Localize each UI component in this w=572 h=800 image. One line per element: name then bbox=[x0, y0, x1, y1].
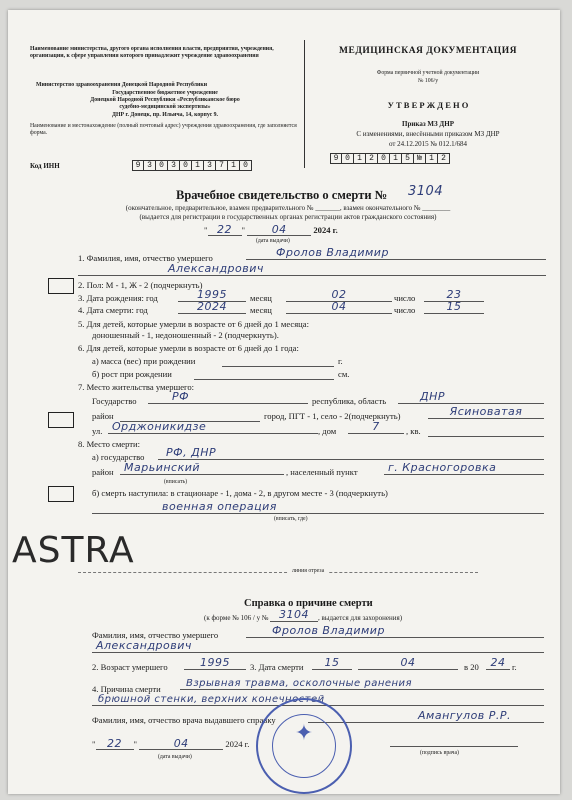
inn-digit-2: 0 bbox=[156, 160, 168, 171]
ministry-value: Министерство здравоохранения Донецкой Народной Республики bbox=[36, 82, 208, 88]
field-7-district-label: район bbox=[92, 411, 114, 421]
field-6-a-line bbox=[222, 366, 334, 367]
spravka-form-ref-end: , выдается для захоронения) bbox=[318, 614, 403, 622]
spravka-issue-month: 04 bbox=[139, 738, 223, 750]
field-3-month: 02 bbox=[286, 288, 392, 302]
spravka-name-value-1: Фролов Владимир bbox=[246, 624, 544, 638]
field-4-month: 04 bbox=[286, 300, 392, 314]
certificate-number: 3104 bbox=[408, 184, 444, 199]
field-6-a: а) масса (вес) при рождении bbox=[92, 356, 196, 366]
institution-value-4: ДНР г. Донецк, пр. Ильича, 14, корпус 9. bbox=[112, 112, 218, 118]
order-digit-2: 1 bbox=[354, 153, 366, 164]
field-4-label: 4. Дата смерти: год bbox=[78, 305, 148, 315]
inn-digit-1: 3 bbox=[144, 160, 156, 171]
field-3-day: 23 bbox=[424, 288, 484, 302]
field-6-b-line bbox=[194, 379, 334, 380]
spravka-death-day: 15 bbox=[312, 656, 352, 670]
inn-digit-8: 1 bbox=[228, 160, 240, 171]
field-3-day-label: число bbox=[394, 293, 416, 303]
death-certificate-document bbox=[8, 10, 560, 794]
inn-digit-5: 1 bbox=[192, 160, 204, 171]
spravka-age-value: 1995 bbox=[184, 656, 246, 670]
ministry-label: Наименование министерства, другого органа исполнения власти, предприятия, учреждения, организации, к сфере управления которого принадлежит учреждение здравоохранения bbox=[30, 46, 274, 59]
spravka-name-label: Фамилия, имя, отчество умершего bbox=[92, 630, 219, 640]
form-line-1: Форма первичной учетной документации bbox=[376, 70, 480, 76]
spravka-cause-1: Взрывная травма, осколочные ранения bbox=[180, 678, 544, 690]
certificate-title: Врачебное свидетельство о смерти № bbox=[176, 188, 388, 202]
order-digit-5: 1 bbox=[390, 153, 402, 164]
order-changes: С изменениями, внесёнными приказом МЗ ДНР bbox=[356, 130, 500, 138]
field-7-house: 7 bbox=[348, 420, 404, 434]
checkbox-residence[interactable] bbox=[48, 412, 74, 428]
field-7-city-label: город, ПГТ - 1, село - 2(подчеркнуть) bbox=[264, 411, 401, 421]
field-4-month-label: месяц bbox=[250, 305, 272, 315]
spravka-death-year-prefix: в 20 bbox=[464, 662, 479, 672]
field-6-b-unit: см. bbox=[338, 369, 350, 379]
order-cells bbox=[330, 153, 450, 164]
institution-label: Наименование и местонахождение (полный почтовый адрес) учреждения здравоохранения, где заполняется форма. bbox=[30, 123, 297, 136]
field-7-apt-label: , кв. bbox=[406, 426, 421, 436]
form-line-2: № 106/у bbox=[417, 78, 439, 84]
field-8-b-label: б) смерть наступила: в стационаре - 1, дома - 2, в другом месте - 3 (подчеркнуть) bbox=[92, 488, 388, 498]
spravka-number: 3104 bbox=[270, 608, 318, 622]
field-7-house-label: , дом bbox=[318, 426, 337, 436]
inn-digit-0: 9 bbox=[132, 160, 144, 171]
inn-digit-7: 7 bbox=[216, 160, 228, 171]
order-digit-1: 0 bbox=[342, 153, 354, 164]
order-label: Приказ МЗ ДНР bbox=[402, 120, 454, 128]
order-digit-0: 9 bbox=[330, 153, 342, 164]
field-8-district-label: район bbox=[92, 467, 114, 477]
field-6-b: б) рост при рождении bbox=[92, 369, 172, 379]
field-5-label: 5. Для детей, которые умерли в возрасте от 6 дней до 1 месяца: bbox=[78, 319, 309, 329]
order-digit-3: 2 bbox=[366, 153, 378, 164]
inn-digit-6: 3 bbox=[204, 160, 216, 171]
field-5-sub: доношенный - 1, недоношенный - 2 (подчеркнуть). bbox=[92, 330, 279, 340]
spravka-title: Справка о причине смерти bbox=[244, 598, 373, 609]
field-7-apt-line bbox=[428, 436, 544, 437]
field-7-city: Ясиноватая bbox=[428, 405, 544, 419]
certificate-date: " 22 " 04 2024 г. bbox=[204, 223, 338, 236]
order-date: от 24.12.2015 № 012.1/684 bbox=[388, 140, 468, 148]
spravka-doctor-label: Фамилия, имя, отчество врача выдавшего справку bbox=[92, 715, 276, 725]
institution-value-1: Государственное бюджетное учреждение bbox=[112, 90, 218, 96]
order-digit-7: № bbox=[414, 153, 426, 164]
spravka-age-label: 2. Возраст умершего bbox=[92, 662, 168, 672]
inn-label: Код ИНН bbox=[30, 162, 60, 170]
field-8-settlement-label: , населенный пункт bbox=[286, 467, 358, 477]
field-7-region-label: республика, область bbox=[312, 396, 387, 406]
order-digit-8: 1 bbox=[426, 153, 438, 164]
spravka-death-label: 3. Дата смерти bbox=[250, 662, 304, 672]
field-8-settlement: г. Красногоровка bbox=[384, 461, 544, 475]
spravka-death-month: 04 bbox=[358, 656, 458, 670]
field-4-day-label: число bbox=[394, 305, 416, 315]
field-8-state: РФ, ДНР bbox=[158, 446, 544, 460]
spravka-death-year-suffix: г. bbox=[512, 662, 517, 672]
inn-digit-4: 0 bbox=[180, 160, 192, 171]
certificate-subtitle: (окончательное, предварительное, взамен предварительного № _______, взамен окончательного № ________ bbox=[125, 204, 451, 212]
field-7-state-label: Государство bbox=[92, 396, 137, 406]
field-8-settlement-caption: (вписать) bbox=[164, 479, 188, 485]
spravka-issue-date: " 22 " 04 2024 г. bbox=[92, 737, 250, 750]
seal-emblem-icon: ✦ bbox=[294, 720, 314, 745]
institution-value-2: Донецкой Народной Республики «Республиканское бюро bbox=[90, 97, 240, 103]
spravka-sign-caption: (подпись врача) bbox=[420, 750, 459, 756]
inn-digit-3: 3 bbox=[168, 160, 180, 171]
field-4-year: 2024 bbox=[178, 300, 246, 314]
spravka-doctor-value: Амангулов Р.Р. bbox=[308, 709, 544, 723]
header-divider bbox=[304, 40, 305, 168]
field-7-state: РФ bbox=[148, 390, 308, 404]
institution-value-3: судебно-медицинской экспертизы» bbox=[119, 104, 211, 110]
certificate-month: 04 bbox=[247, 224, 311, 236]
spravka-issue-caption: (дата выдачи) bbox=[158, 754, 192, 760]
field-6-a-unit: г. bbox=[338, 356, 343, 366]
official-seal bbox=[256, 698, 352, 794]
field-8-b-value: военная операция bbox=[92, 500, 544, 514]
spravka-name-value-2: Александрович bbox=[92, 639, 544, 653]
field-4-day: 15 bbox=[424, 300, 484, 314]
checkbox-sex[interactable] bbox=[48, 278, 74, 294]
field-7-street: Орджоникидзе bbox=[108, 420, 318, 434]
field-8-label: 8. Место смерти: bbox=[78, 439, 141, 449]
field-6-label: 6. Для детей, которые умерли в возрасте от 6 дней до 1 года: bbox=[78, 343, 299, 353]
spravka-death-year: 24 bbox=[486, 656, 510, 670]
field-3-label: 3. Дата рождения: год bbox=[78, 293, 158, 303]
field-8-state-label: а) государство bbox=[92, 452, 145, 462]
approved-label: У Т В Е Р Ж Д Е Н О bbox=[387, 100, 469, 110]
order-digit-9: 2 bbox=[438, 153, 450, 164]
spravka-issue-day: 22 bbox=[96, 738, 134, 750]
spravka-issue-year: 2024 г. bbox=[225, 739, 250, 749]
cut-line bbox=[78, 572, 478, 573]
watermark: ASTRA bbox=[12, 530, 135, 571]
field-2-label: 2. Пол: М - 1, Ж - 2 (подчеркнуть) bbox=[78, 280, 203, 290]
field-1-label: 1. Фамилия, имя, отчество умершего bbox=[78, 253, 213, 263]
checkbox-death-place[interactable] bbox=[48, 486, 74, 502]
field-3-year: 1995 bbox=[178, 288, 246, 302]
spravka-cause-label: 4. Причина смерти bbox=[92, 684, 161, 694]
certificate-issued-for: (выдается для регистрации в государственных органах регистрации актов гражданского состояния) bbox=[139, 213, 437, 221]
medical-docs-title: МЕДИЦИНСКАЯ ДОКУМЕНТАЦИЯ bbox=[339, 46, 517, 56]
certificate-year: 2024 г. bbox=[313, 225, 338, 235]
spravka-sign-line bbox=[390, 746, 518, 747]
order-digit-4: 0 bbox=[378, 153, 390, 164]
field-8-district: Марьинский bbox=[120, 461, 284, 475]
spravka-form-ref: (к форме № 106 / у № bbox=[204, 614, 269, 622]
field-7-street-label: ул. bbox=[92, 426, 103, 436]
inn-digit-9: 0 bbox=[240, 160, 252, 171]
spravka-cause-2: брюшной стенки, верхних конечностей bbox=[92, 694, 544, 706]
inn-cells bbox=[132, 160, 252, 171]
field-3-month-label: месяц bbox=[250, 293, 272, 303]
certificate-date-caption: (дата выдачи) bbox=[256, 238, 290, 244]
field-7-region: ДНР bbox=[398, 390, 544, 404]
field-1-value-2: Александрович bbox=[78, 262, 546, 276]
cut-line-label: линия отреза bbox=[288, 568, 328, 575]
order-digit-6: 5 bbox=[402, 153, 414, 164]
field-1-value-1: Фролов Владимир bbox=[246, 246, 546, 260]
certificate-day: 22 bbox=[208, 224, 242, 236]
field-8-b-caption: (вписать, где) bbox=[274, 516, 308, 522]
field-7-label: 7. Место жительства умершего: bbox=[78, 382, 195, 392]
